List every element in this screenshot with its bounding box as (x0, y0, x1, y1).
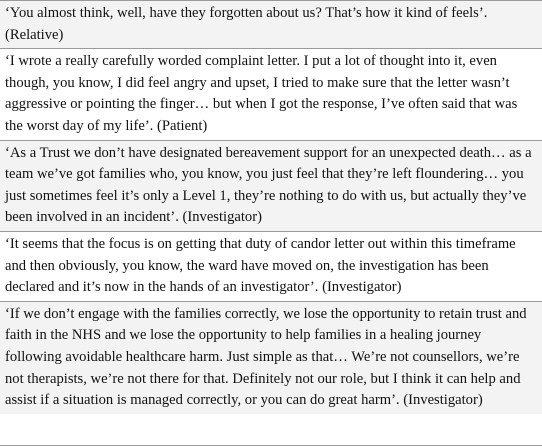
quote-attribution: (Investigator) (182, 209, 262, 226)
quote-text: ‘It seems that the focus is on getting that duty of candor letter out within this timeframe and then obviously, you know, the ward have moved on, the investigation has been declared and it’s now in the hands of an investigator’. (5, 235, 516, 296)
quote-attribution: (Investigator) (322, 279, 402, 296)
quote-row-relative (0, 1, 542, 49)
quote-text: ‘You almost think, well, have they forgotten about us? That’s how it kind of feels’. (5, 5, 488, 21)
quote-text: ‘As a Trust we don’t have designated bereavement support for an unexpected death… as a team we’ve got families who, you know, you just feel that they’re left floundering… you just sometimes feel it’s only a Level 1, they’re nothing to do with us, but actually they’ve been involved in an incident’. (5, 144, 532, 226)
quote-row-investigator-engagement (0, 302, 542, 414)
quote-row-investigator-candor (0, 232, 542, 302)
quote-attribution: (Relative) (5, 26, 64, 43)
quote-row-patient (0, 49, 542, 140)
quote-attribution: (Investigator) (403, 392, 483, 409)
quote-text: ‘I wrote a really carefully worded complaint letter. I put a lot of thought into it, even though, you know, I did feel angry and upset, I tried to make sure that the letter wasn’t aggressive or pointing the finger… but when I got the response, I’ve often said that was the worst day of my life’. (5, 53, 518, 134)
quote-attribution: (Patient) (157, 117, 208, 134)
quote-row-investigator-bereavement (0, 141, 542, 232)
quote-text: ‘If we don’t engage with the families correctly, we lose the opportunity to retain trust and faith in the NHS and we lose the opportunity to help families in a healing journey following avoidable healthcare harm. Just simple as that… We’re not counsellors, we’re not therapists, we’re not there for that. Definitely not our role, but I think it can help and assist if a situation is managed correctly, or you can do great harm’. (5, 305, 527, 409)
